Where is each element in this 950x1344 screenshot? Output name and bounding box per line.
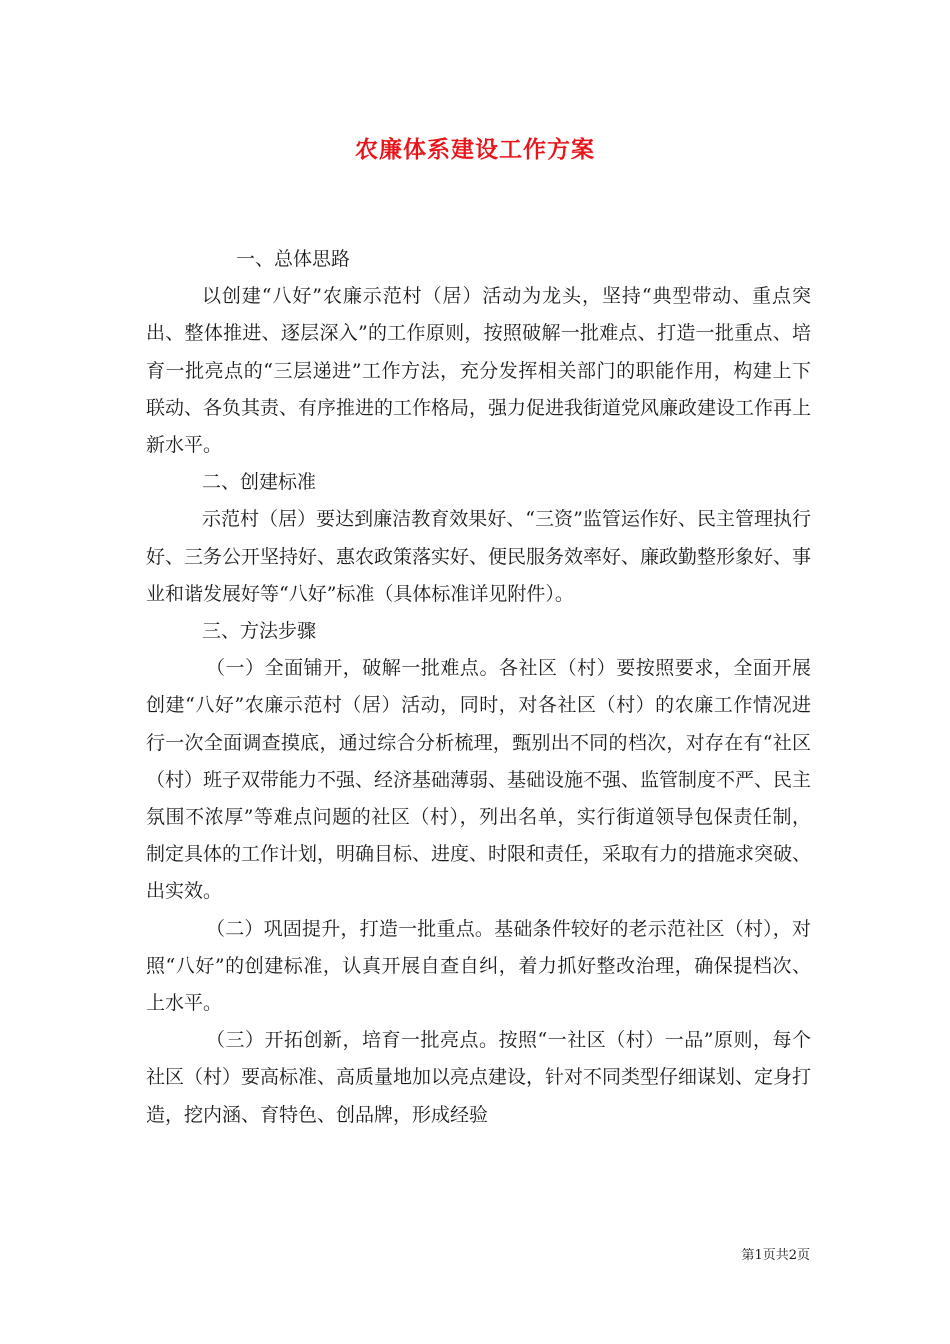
section-heading-overall-approach: 一、总体思路 (236, 248, 351, 270)
document-title: 农廉体系建设工作方案 (355, 136, 595, 163)
page-indicator: 第1页共2页 (741, 1248, 810, 1263)
paragraph-overall-approach: 以创建“八好”农廉示范村（居）活动为龙头，坚持“典型带动、重点突出、整体推进、逐层深入”的工作原则，按照破解一批难点、打造一批重点、培育一批亮点的“三层递进”工作方法，充分发挥相关部门的职能作用，构建上下联动、各负其责、有序推进的工作格局，强力促进我街道党风廉政建设工作再上新水平。 (146, 285, 812, 457)
paragraph-step-one: （一）全面铺开，破解一批难点。各社区（村）要按照要求，全面开展创建“八好”农廉示范村（居）活动，同时，对各社区（村）的农廉工作情况进行一次全面调查摸底，通过综合分析梳理，甄别出不同的档次，对存在有“社区（村）班子双带能力不强、经济基础薄弱、基础设施不强、监管制度不严、民主氛围不浓厚”等难点问题的社区（村），列出名单，实行街道领导包保责任制，制定具体的工作计划，明确目标、进度、时限和责任，采取有力的措施求突破、出实效。 (146, 657, 812, 903)
section-heading-standards: 二、创建标准 (202, 471, 317, 494)
section-heading-methods: 三、方法步骤 (202, 620, 317, 643)
paragraph-standards: 示范村（居）要达到廉洁教育效果好、“三资”监管运作好、民主管理执行好、三务公开坚持好、惠农政策落实好、便民服务效率好、廉政勤整形象好、事业和谐发展好等“八好”标准（具体标准详见附件）。 (146, 508, 812, 605)
paragraph-step-three: （三）开拓创新，培育一批亮点。按照“一社区（村）一品”原则，每个社区（村）要高标准、高质量地加以亮点建设，针对不同类型仔细谋划、定身打造，挖内涵、育特色、创品牌，形成经验 (146, 1029, 812, 1126)
document-body (146, 241, 811, 1134)
paragraph-step-two: （二）巩固提升，打造一批重点。基础条件较好的老示范社区（村），对照“八好”的创建标准，认真开展自查自纠，着力抓好整改治理，确保提档次、上水平。 (146, 917, 811, 1015)
